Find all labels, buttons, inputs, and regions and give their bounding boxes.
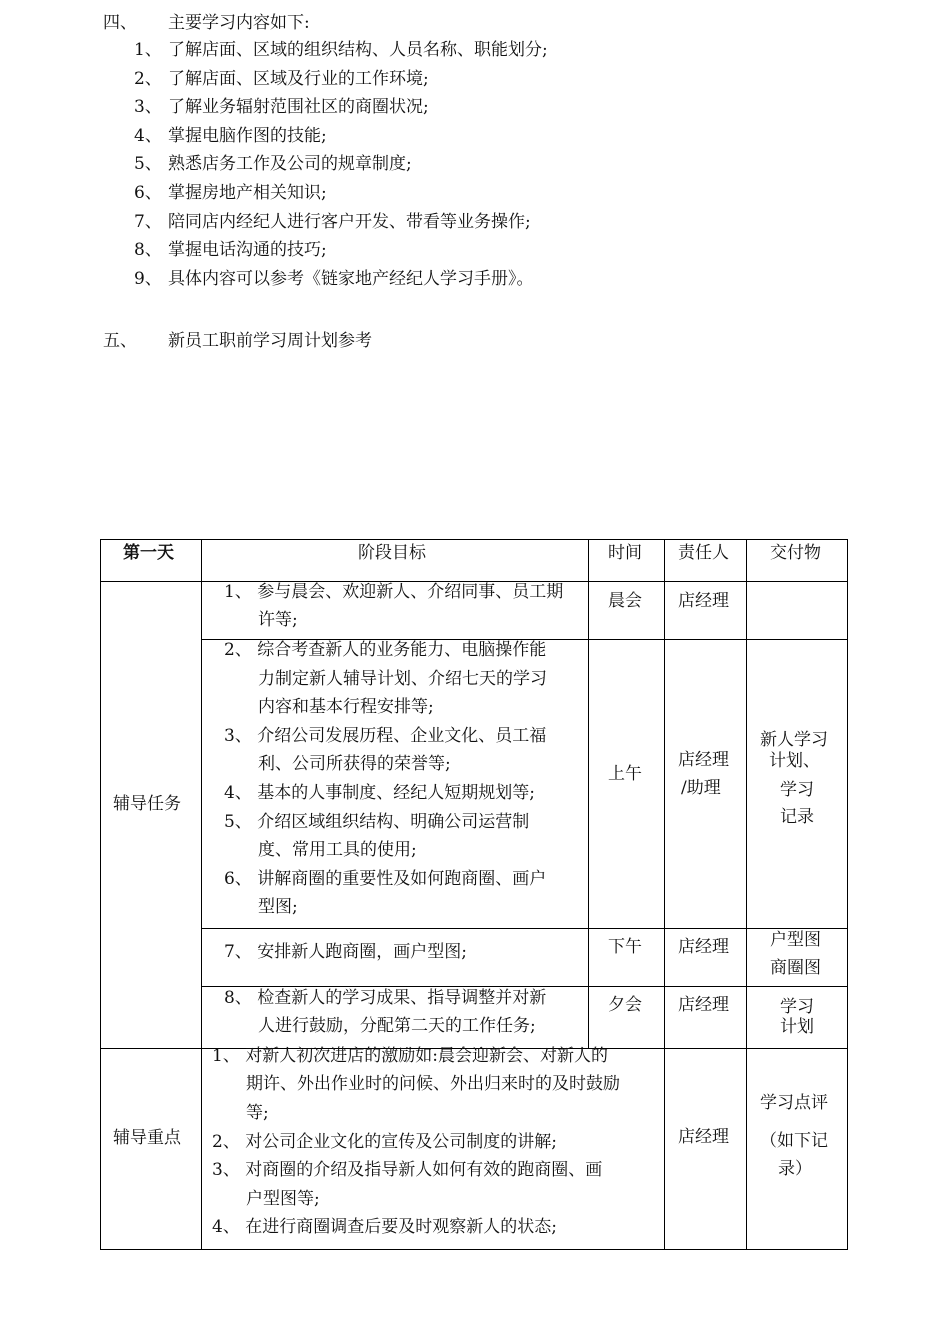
row-1-owner: 店经理 xyxy=(678,591,729,611)
header-day: 第一天 xyxy=(123,543,174,563)
row-4-owner: 店经理 xyxy=(678,995,729,1015)
list-item: 2、 了解店面、区域及行业的工作环境; xyxy=(134,69,429,89)
focus-line: 等; xyxy=(246,1103,269,1123)
table-border xyxy=(101,1249,848,1250)
row-2-owner-line: 店经理 xyxy=(678,750,729,770)
goal-line: 2、 综合考查新人的业务能力、电脑操作能 xyxy=(224,640,547,660)
list-item: 3、 了解业务辐射范围社区的商圈状况; xyxy=(134,97,429,117)
goal-line: 许等; xyxy=(258,610,298,630)
list-item: 7、 陪同店内经纪人进行客户开发、带看等业务操作; xyxy=(134,212,531,232)
goal-line: 5、 介绍区域组织结构、明确公司运营制 xyxy=(224,812,530,832)
goal-line: 人进行鼓励，分配第二天的工作任务; xyxy=(258,1016,536,1036)
header-owner: 责任人 xyxy=(678,543,729,563)
header-deliverable: 交付物 xyxy=(770,543,821,563)
row-2-deliverable-line: 学习 xyxy=(780,780,814,800)
list-item: 1、 了解店面、区域的组织结构、人员名称、职能划分; xyxy=(134,40,548,60)
table-border xyxy=(847,540,848,1250)
row-2-owner-line: /助理 xyxy=(681,778,721,798)
table-border xyxy=(746,540,747,1250)
goal-line: 内容和基本行程安排等; xyxy=(258,697,434,717)
goal-line: 力制定新人辅导计划、介绍七天的学习 xyxy=(258,669,547,689)
table-border xyxy=(201,928,848,929)
row-2-deliverable-line: 记录 xyxy=(780,807,814,827)
table-border xyxy=(201,540,202,1250)
row-4-deliverable-line: 学习 xyxy=(780,997,814,1017)
row-3-owner: 店经理 xyxy=(678,937,729,957)
focus-line: 户型图等; xyxy=(246,1189,320,1209)
goal-line: 度、常用工具的使用; xyxy=(258,840,417,860)
weekly-plan-table xyxy=(100,539,848,1250)
row-4-deliverable-line: 计划 xyxy=(780,1017,814,1037)
focus-line: 期许、外出作业时的问候、外出归来时的及时鼓励 xyxy=(246,1074,620,1094)
header-time: 时间 xyxy=(608,543,642,563)
list-item: 8、 掌握电话沟通的技巧; xyxy=(134,240,327,260)
focus-deliverable-line: 学习点评 xyxy=(760,1093,828,1113)
section-4-number: 四、 xyxy=(103,13,137,33)
row-3-time: 下午 xyxy=(608,937,642,957)
goal-line: 4、 基本的人事制度、经纪人短期规划等; xyxy=(224,783,535,803)
row-2-deliverable-line: 新人学习 xyxy=(760,730,828,750)
list-item: 4、 掌握电脑作图的技能; xyxy=(134,126,327,146)
focus-label: 辅导重点 xyxy=(113,1128,181,1148)
section-5-number: 五、 xyxy=(103,331,137,351)
row-3-goal: 7、 安排新人跑商圈，画户型图; xyxy=(224,942,467,962)
goal-line: 8、 检查新人的学习成果、指导调整并对新 xyxy=(224,988,547,1008)
focus-deliverable-line: （如下记 xyxy=(760,1131,828,1151)
goal-line: 6、 讲解商圈的重要性及如何跑商圈、画户 xyxy=(224,869,547,889)
focus-owner: 店经理 xyxy=(678,1127,729,1147)
table-border xyxy=(664,540,665,1250)
row-2-deliverable-line: 计划、 xyxy=(769,751,820,771)
goal-line: 型图; xyxy=(258,897,298,917)
focus-line: 1、 对新人初次进店的激励如:晨会迎新会、对新人的 xyxy=(212,1046,608,1066)
row-2-time: 上午 xyxy=(608,764,642,784)
focus-line: 2、 对公司企业文化的宣传及公司制度的讲解; xyxy=(212,1132,557,1152)
table-border xyxy=(588,540,589,1048)
header-goal: 阶段目标 xyxy=(358,543,426,563)
goal-line: 1、 参与晨会、欢迎新人、介绍同事、员工期 xyxy=(224,582,564,602)
list-item: 6、 掌握房地产相关知识; xyxy=(134,183,327,203)
focus-deliverable-line: 录） xyxy=(778,1159,812,1179)
task-label: 辅导任务 xyxy=(113,794,181,814)
row-1-time: 晨会 xyxy=(608,591,642,611)
focus-line: 4、 在进行商圈调查后要及时观察新人的状态; xyxy=(212,1217,557,1237)
goal-line: 利、公司所获得的荣誉等; xyxy=(258,754,451,774)
section-4-title: 主要学习内容如下: xyxy=(168,13,310,33)
list-item: 5、 熟悉店务工作及公司的规章制度; xyxy=(134,154,412,174)
row-4-time: 夕会 xyxy=(608,995,642,1015)
list-item: 9、 具体内容可以参考《链家地产经纪人学习手册》。 xyxy=(134,269,534,289)
row-3-deliverable-line: 户型图 xyxy=(770,930,821,950)
focus-line: 3、 对商圈的介绍及指导新人如何有效的跑商圈、画 xyxy=(212,1160,603,1180)
goal-line: 3、 介绍公司发展历程、企业文化、员工福 xyxy=(224,726,547,746)
section-5-title: 新员工职前学习周计划参考 xyxy=(168,331,372,351)
row-3-deliverable-line: 商圈图 xyxy=(770,958,821,978)
